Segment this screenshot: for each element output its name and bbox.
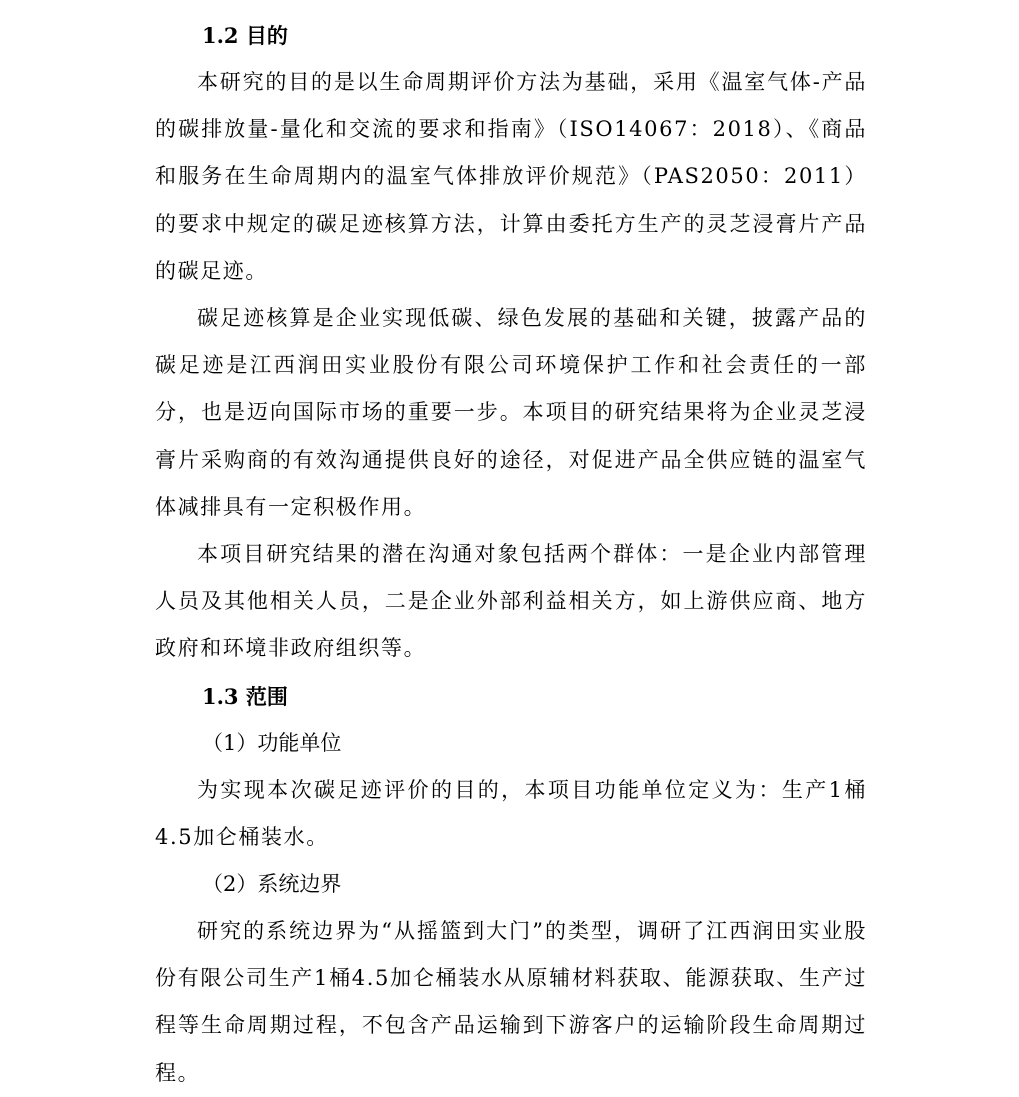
- paragraph-functional-unit: 为实现本次碳足迹评价的目的，本项目功能单位定义为：生产1桶4.5加仑桶装水。: [155, 777, 867, 849]
- paragraph-carbon-footprint-importance: 碳足迹核算是企业实现低碳、绿色发展的基础和关键，披露产品的碳足迹是江西润田实业股份有限公司环境保护工作和社会责任的一部分，也是迈向国际市场的重要一步。本项目的研究结果将为企业灵芝浸膏片采购商的有效沟通提供良好的途径，对促进产品全供应链的温室气体减排具有一定积极作用。: [155, 306, 867, 519]
- section-heading-scope: 1.3 范围: [202, 683, 288, 709]
- paragraph-communication-targets: 本项目研究结果的潜在沟通对象包括两个群体：一是企业内部管理人员及其他相关人员，二是企业外部利益相关方，如上游供应商、地方政府和环境非政府组织等。: [155, 542, 867, 661]
- section-heading-purpose: 1.2 目的: [202, 23, 288, 48]
- document-page: [155, 12, 867, 1097]
- subheading-functional-unit: （1）功能单位: [202, 730, 342, 755]
- paragraph-system-boundary: 研究的系统边界为“从摇篮到大门”的类型，调研了江西润田实业股份有限公司生产1桶4.5加仑桶装水从原辅材料获取、能源获取、生产过程等生命周期过程，不包含产品运输到下游客户的运输阶段生命周期过程。: [155, 919, 867, 1085]
- paragraph-purpose: 本研究的目的是以生命周期评价方法为基础，采用《温室气体-产品的碳排放量-量化和交流的要求和指南》（ISO14067：2018）、《商品和服务在生命周期内的温室气体排放评价规范》（PAS2050：2011）的要求中规定的碳足迹核算方法，计算由委托方生产的灵芝浸膏片产品的碳足迹。: [155, 70, 867, 283]
- subheading-system-boundary: （2）系统边界: [202, 872, 342, 897]
